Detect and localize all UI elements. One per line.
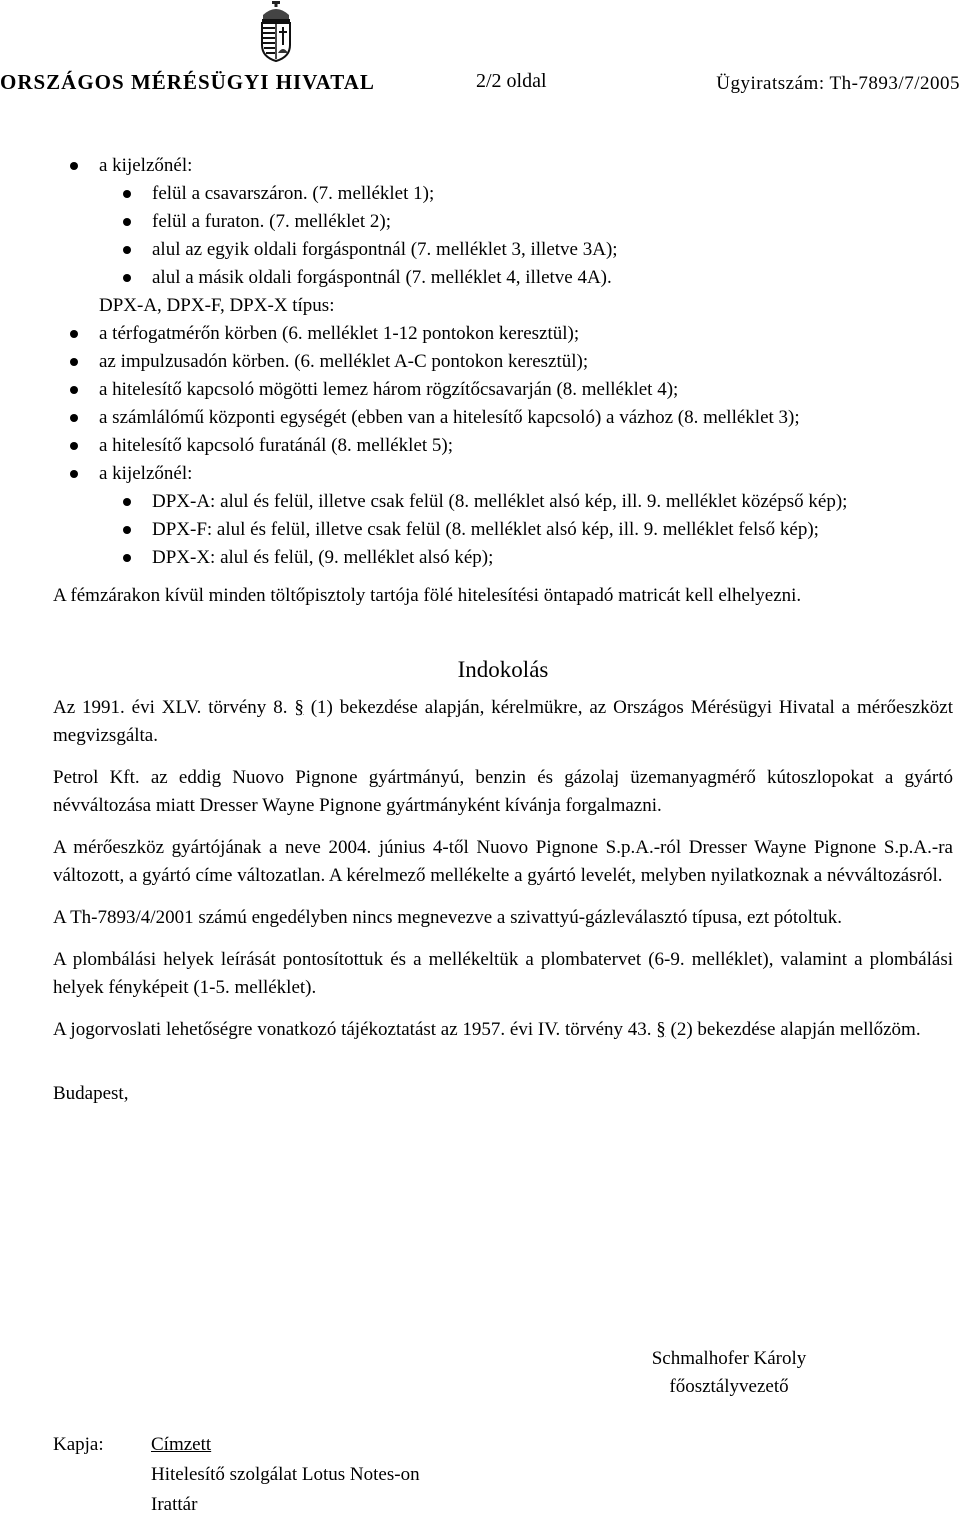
recipient-verification: Hitelesítő szolgálat Lotus Notes-on (151, 1464, 420, 1485)
type-subheading: DPX-A, DPX-F, DPX-X típus: (99, 295, 335, 316)
place-line: Budapest, (53, 1083, 129, 1104)
list-item: DPX-F: alul és felül, illetve csak felül (8. melléklet alsó kép, ill. 9. melléklet felső kép); (53, 516, 953, 544)
document-body (53, 152, 953, 1108)
list-item: a kijelzőnél: (53, 152, 953, 180)
list-item: DPX-A: alul és felül, illetve csak felül (8. melléklet alsó kép, ill. 9. melléklet középső kép); (53, 488, 953, 516)
list-item: alul a másik oldali forgáspontnál (7. melléklet 4, illetve 4A). (53, 264, 953, 292)
paragraph: A mérőeszköz gyártójának a neve 2004. június 4-től Nuovo Pignone S.p.A.-ról Dresser Wayne Pignone S.p.A.-ra változott, a gyártó címe változatlan. A kérelmező mellékelte a gyártó levelét, melyben nyilatkoznak a névváltozásról. (53, 837, 953, 886)
list-item: a térfogatmérőn körben (6. melléklet 1-12 pontokon keresztül); (53, 320, 953, 348)
paragraph: A Th-7893/4/2001 számú engedélyben nincs megnevezve a szivattyú-gázleválasztó típusa, ezt pótoltuk. (53, 907, 842, 928)
distribution-label: Kapja: (53, 1434, 104, 1455)
list-item: a hitelesítő kapcsoló mögötti lemez három rögzítőcsavarján (8. melléklet 4); (53, 376, 953, 404)
list-item: alul az egyik oldali forgáspontnál (7. melléklet 3, illetve 3A); (53, 236, 953, 264)
paragraph-text: Az 1991. évi XLV. törvény 8. (53, 697, 295, 718)
list-item: felül a csavarszáron. (7. melléklet 1); (53, 180, 953, 208)
section-sign: § (294, 697, 304, 718)
page-header (0, 70, 960, 100)
paragraph-text: (2) bekezdése alapján mellőzöm. (665, 1019, 921, 1040)
list-item: az impulzusadón körben. (6. melléklet A-C pontokon keresztül); (53, 348, 953, 376)
header-organization: ORSZÁGOS MÉRÉSÜGYI HIVATAL (0, 70, 375, 94)
section-title: Indokolás (457, 657, 549, 682)
hungarian-coat-of-arms-icon (258, 1, 294, 63)
paragraph: Petrol Kft. az eddig Nuovo Pignone gyártmányú, benzin és gázolaj üzemanyagmérő kútoszlopokat a gyártó névváltozása miatt Dresser Wayne Pignone gyártmányként kívánja forgalmazni. (53, 767, 953, 816)
paragraph: A plombálási helyek leírását pontosítottuk és a mellékeltük a plombatervet (6-9. melléklet), valamint a plombálási helyek fényképeit (1-5. melléklet). (53, 949, 953, 998)
list-item: a kijelzőnél: (53, 460, 953, 488)
header-page-number: 2/2 oldal (476, 70, 547, 92)
list-item: a hitelesítő kapcsoló furatánál (8. melléklet 5); (53, 432, 953, 460)
paragraph-text: (1) bekezdése alapján, kérelmükre, az Országos Mérésügyi Hivatal a mérőeszközt megvizsgálta. (53, 697, 953, 746)
signature-block (632, 1345, 826, 1401)
paragraph-text: A jogorvoslati lehetőségre vonatkozó tájékoztatást az 1957. évi IV. törvény 43. (53, 1019, 657, 1040)
sticker-note: A fémzárakon kívül minden töltőpisztoly tartója fölé hitelesítési öntapadó matricát kell elhelyezni. (53, 585, 802, 606)
signatory-name: Schmalhofer Károly (651, 1348, 807, 1369)
list-item: felül a furaton. (7. melléklet 2); (53, 208, 953, 236)
paragraph (53, 694, 953, 750)
list-item: a számlálómű központi egységét (ebben van a hitelesítő kapcsoló) a vázhoz (8. melléklet 3); (53, 404, 953, 432)
recipient-text: Címzett (151, 1434, 212, 1455)
recipient-archive: Irattár (151, 1494, 198, 1515)
list-item: DPX-X: alul és felül, (9. melléklet alsó kép); (53, 544, 953, 572)
dpx-seal-list (53, 320, 953, 572)
distribution-list (151, 1430, 420, 1520)
section-sign: § (656, 1019, 666, 1040)
signatory-title: főosztályvezető (669, 1376, 789, 1397)
header-file-number: Ügyiratszám: Th-7893/7/2005 (716, 73, 960, 94)
display-seal-list (53, 152, 953, 292)
paragraph (53, 1016, 953, 1044)
recipient-addressee (151, 1430, 420, 1460)
